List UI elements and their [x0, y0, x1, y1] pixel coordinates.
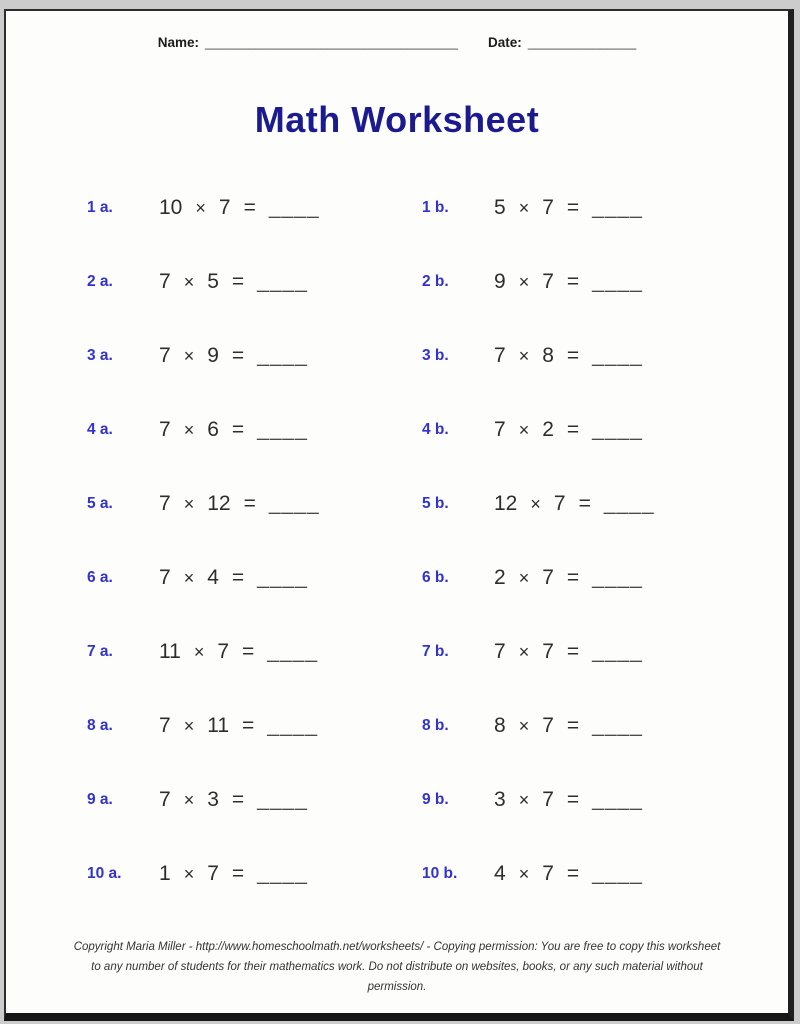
factor-2: 11 [207, 714, 230, 737]
answer-blank: ____ [592, 640, 643, 663]
equals-sign: = [231, 862, 245, 885]
date-blank-line: _______________ [527, 35, 637, 50]
answer-blank: ____ [592, 196, 643, 219]
equals-sign: = [566, 270, 580, 293]
problem-number: 1 b. [422, 199, 449, 216]
footer [6, 937, 788, 997]
answer-blank: ____ [592, 418, 643, 441]
equals-sign: = [566, 344, 580, 367]
problem-expression [494, 640, 643, 664]
equals-sign: = [231, 418, 245, 441]
answer-blank: ____ [592, 788, 643, 811]
problem-number: 8 a. [87, 717, 113, 734]
problem-expression [494, 270, 643, 294]
operator: × [518, 642, 530, 662]
problem-number: 3 b. [422, 347, 449, 364]
equals-sign: = [566, 640, 580, 663]
problem-item [87, 837, 422, 911]
date-label: Date: [488, 35, 522, 50]
operator: × [518, 790, 530, 810]
worksheet-page [4, 9, 794, 1021]
answer-blank: ____ [592, 270, 643, 293]
answer-blank: ____ [267, 640, 318, 663]
name-field [158, 35, 458, 50]
problem-number: 6 a. [87, 569, 113, 586]
factor-1: 11 [159, 640, 181, 663]
factor-1: 4 [494, 862, 506, 885]
problem-expression [159, 862, 308, 886]
factor-1: 7 [494, 640, 506, 663]
factor-2: 7 [542, 714, 554, 737]
problem-number: 4 a. [87, 421, 113, 438]
name-label: Name: [157, 35, 199, 50]
problem-item [422, 763, 748, 837]
operator: × [518, 716, 530, 736]
operator: × [518, 346, 530, 366]
equals-sign: = [231, 566, 245, 589]
factor-1: 7 [494, 344, 506, 367]
equals-sign: = [566, 418, 580, 441]
equals-sign: = [566, 862, 580, 885]
problem-expression [494, 418, 643, 442]
factor-2: 7 [542, 270, 554, 293]
problem-number: 9 a. [87, 791, 113, 808]
answer-blank: ____ [257, 566, 308, 589]
equals-sign: = [566, 714, 580, 737]
answer-blank: ____ [257, 344, 308, 367]
operator: × [183, 790, 195, 810]
operator: × [195, 198, 206, 218]
problem-number: 3 a. [87, 347, 113, 364]
problem-item [422, 541, 748, 615]
operator: × [183, 272, 195, 292]
factor-2: 6 [207, 418, 219, 441]
problem-number: 4 b. [422, 421, 449, 438]
operator: × [530, 494, 541, 514]
equals-sign: = [566, 196, 580, 219]
equals-sign: = [242, 714, 255, 737]
factor-2: 7 [542, 788, 554, 811]
factor-2: 7 [542, 196, 554, 219]
problem-item [422, 615, 748, 689]
factor-1: 8 [494, 714, 506, 737]
factor-2: 12 [207, 492, 231, 515]
equals-sign: = [566, 788, 580, 811]
answer-blank: ____ [267, 714, 318, 737]
problem-item [87, 541, 422, 615]
factor-1: 2 [494, 566, 506, 589]
factor-1: 1 [159, 862, 171, 885]
problem-number: 1 a. [87, 199, 113, 216]
factor-1: 7 [494, 418, 506, 441]
factor-1: 3 [494, 788, 506, 811]
factor-1: 7 [159, 788, 171, 811]
factor-2: 4 [207, 566, 219, 589]
problem-item [87, 467, 422, 541]
problem-item [87, 245, 422, 319]
factor-2: 8 [542, 344, 554, 367]
operator: × [183, 420, 195, 440]
problem-item [422, 837, 748, 911]
problem-expression [159, 344, 308, 368]
problem-number: 10 b. [422, 865, 458, 882]
problem-expression [494, 566, 643, 590]
problems-grid [87, 171, 748, 911]
problem-number: 2 b. [422, 273, 449, 290]
operator: × [518, 198, 530, 218]
operator: × [193, 642, 205, 662]
factor-2: 7 [207, 862, 219, 885]
problem-item [87, 689, 422, 763]
factor-2: 3 [207, 788, 219, 811]
factor-1: 12 [494, 492, 518, 515]
operator: × [183, 568, 195, 588]
problem-expression [494, 196, 643, 220]
equals-sign: = [243, 492, 256, 515]
answer-blank: ____ [603, 492, 655, 515]
equals-sign: = [242, 640, 255, 663]
problem-item [422, 245, 748, 319]
problem-item [87, 615, 422, 689]
problem-expression [494, 344, 643, 368]
problem-expression [494, 714, 643, 738]
answer-blank: ____ [592, 566, 643, 589]
factor-2: 7 [542, 640, 554, 663]
operator: × [518, 864, 530, 884]
factor-1: 10 [159, 196, 183, 219]
answer-blank: ____ [592, 714, 643, 737]
factor-2: 7 [542, 862, 554, 885]
name-blank-line: ___________________________________ [204, 35, 459, 50]
factor-2: 7 [217, 640, 230, 663]
answer-blank: ____ [592, 862, 643, 885]
problem-number: 5 b. [422, 495, 449, 512]
problem-item [87, 393, 422, 467]
problem-item [422, 393, 748, 467]
problem-number: 6 b. [422, 569, 449, 586]
factor-1: 7 [159, 270, 171, 293]
problem-number: 10 a. [87, 865, 122, 882]
problem-item [422, 319, 748, 393]
problem-number: 7 a. [87, 643, 113, 660]
problem-expression [159, 788, 308, 812]
answer-blank: ____ [268, 196, 320, 219]
factor-2: 9 [207, 344, 219, 367]
problem-expression [494, 862, 643, 886]
problem-expression [494, 492, 655, 516]
problem-number: 7 b. [422, 643, 449, 660]
answer-blank: ____ [268, 492, 320, 515]
equals-sign: = [566, 566, 580, 589]
problem-item [422, 467, 748, 541]
copyright-text: Copyright Maria Miller - http://www.homeschoolmath.net/worksheets/ - Copying permission: You are free to copy this worksheet to any number of students for their mathematics work. Do not distribute on websites, books, or any such material without permission. [73, 940, 721, 993]
equals-sign: = [231, 788, 245, 811]
problem-expression [159, 714, 318, 738]
factor-1: 7 [159, 344, 171, 367]
equals-sign: = [231, 270, 245, 293]
date-field [488, 35, 636, 50]
factor-2: 2 [542, 418, 554, 441]
answer-blank: ____ [257, 788, 308, 811]
problem-item [422, 689, 748, 763]
factor-1: 7 [159, 492, 171, 515]
problem-expression [159, 270, 308, 294]
operator: × [518, 420, 530, 440]
operator: × [518, 272, 530, 292]
problem-number: 9 b. [422, 791, 449, 808]
problem-expression [159, 640, 318, 664]
factor-1: 7 [159, 418, 171, 441]
equals-sign: = [243, 196, 256, 219]
problem-number: 5 a. [87, 495, 113, 512]
factor-2: 7 [542, 566, 554, 589]
problem-item [422, 171, 748, 245]
factor-2: 7 [218, 196, 231, 219]
answer-blank: ____ [257, 270, 308, 293]
factor-2: 5 [207, 270, 219, 293]
factor-1: 9 [494, 270, 506, 293]
answer-blank: ____ [257, 418, 308, 441]
operator: × [518, 568, 530, 588]
operator: × [183, 716, 195, 736]
operator: × [183, 494, 195, 514]
problem-expression [159, 196, 320, 220]
page-title: Math Worksheet [254, 99, 540, 140]
problem-item [87, 171, 422, 245]
problem-expression [159, 566, 308, 590]
answer-blank: ____ [592, 344, 643, 367]
problem-number: 2 a. [87, 273, 113, 290]
factor-2: 7 [553, 492, 566, 515]
problem-number: 8 b. [422, 717, 449, 734]
header-row [6, 35, 788, 50]
problem-expression [159, 492, 320, 516]
answer-blank: ____ [257, 862, 308, 885]
operator: × [183, 346, 195, 366]
problem-expression [494, 788, 643, 812]
factor-1: 7 [159, 714, 171, 737]
operator: × [183, 864, 195, 884]
problem-item [87, 763, 422, 837]
equals-sign: = [578, 492, 591, 515]
factor-1: 7 [159, 566, 171, 589]
equals-sign: = [231, 344, 245, 367]
problem-expression [159, 418, 308, 442]
problem-item [87, 319, 422, 393]
factor-1: 5 [494, 196, 506, 219]
